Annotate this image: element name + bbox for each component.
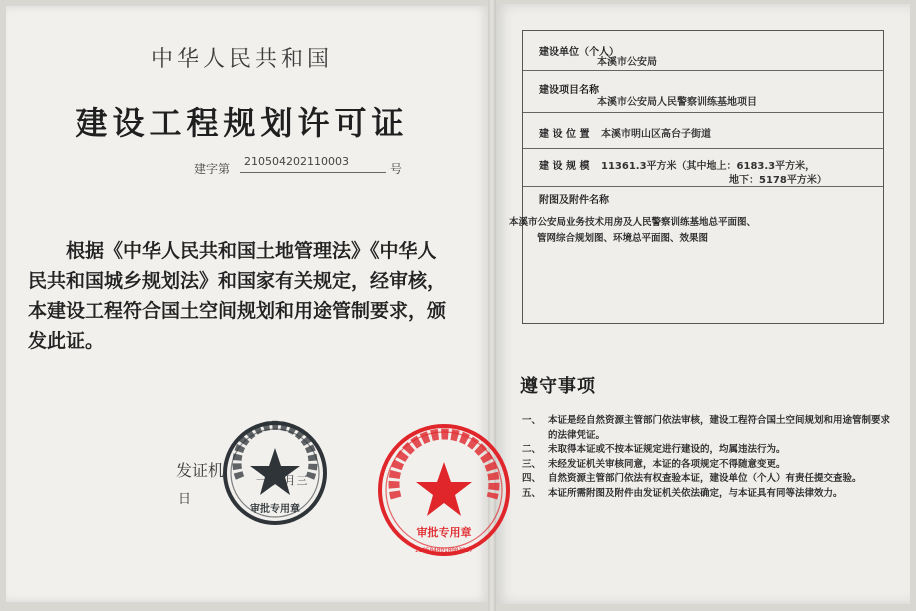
certificate-title: 建设工程规划许可证 [75, 104, 409, 142]
notice-item: 一、 本证是经自然资源主管部门依法审核，建设工程符合国土空间规划和用途管制要求的法律凭证。 [522, 415, 891, 441]
row-project-name [523, 71, 883, 113]
project-info-table [509, 30, 884, 324]
dark-seal-text: 审批专用章 [250, 504, 300, 515]
notice-list [522, 414, 894, 501]
row-value-continued: 地下：5178平方米） [729, 175, 827, 186]
certificate-body: 根据《中华人民共和国土地管理法》《中华人民共和国城乡规划法》和国家有关规定，经审核，本建设工程符合国土空间规划和用途管制要求，颁发此证。 [28, 240, 447, 352]
row-label: 建 设 位 置 [539, 129, 590, 140]
red-seal-stamp [374, 420, 514, 560]
row-scale [523, 149, 883, 187]
row-location [523, 113, 883, 149]
country-name: 中华人民共和国 [150, 47, 333, 72]
row-value: 本溪市公安局人民警察训练基地项目 [597, 97, 757, 108]
notice-title: 遵守事项 [520, 376, 596, 397]
annex-value [509, 215, 879, 247]
notice-item: 五、 本证所需附图及附件由发证机关依法确定，与本证具有同等法律效力。 [522, 487, 843, 499]
issuer-label: 发证机 [176, 461, 225, 480]
row-label: 建 设 规 模 [539, 161, 590, 172]
annex-line-1: 本溪市公安局业务技术用房及人民警察训练基地总平面图、 [509, 217, 757, 228]
row-construction-unit [523, 31, 883, 71]
number-prefix: 建字第 [194, 162, 231, 176]
certificate-number: 210504202110003 [240, 155, 386, 173]
annex-line-2: 管网综合规划图、环境总平面图、效果图 [537, 233, 709, 244]
notice-item: 四、 自然资源主管部门依法有权查验本证，建设单位（个人）有责任提交查验。 [522, 473, 862, 484]
notice-item: 二、 未取得本证或不按本证规定进行建设的，均属违法行为。 [522, 444, 786, 455]
issue-date: 一年 月三 [256, 474, 309, 487]
row-value: 本溪市公安局 [597, 57, 657, 68]
red-seal-text: 审批专用章 [416, 526, 472, 539]
row-value: 本溪市明山区高台子街道 [601, 129, 711, 140]
certificate-number-line [194, 155, 410, 177]
annex-label: 附图及附件名称 [539, 195, 609, 206]
row-value: 11361.3平方米（其中地上：6183.3平方米， [601, 161, 816, 172]
red-seal-code: 2105040010003837 [415, 547, 473, 554]
row-label: 建设项目名称 [539, 85, 599, 96]
date-label: 日 [178, 492, 192, 507]
number-suffix: 号 [390, 162, 403, 176]
notice-item: 三、 未经发证机关审核同意，本证的各项规定不得随意变更。 [522, 458, 786, 470]
row-label: 建设单位（个人） [539, 47, 619, 58]
